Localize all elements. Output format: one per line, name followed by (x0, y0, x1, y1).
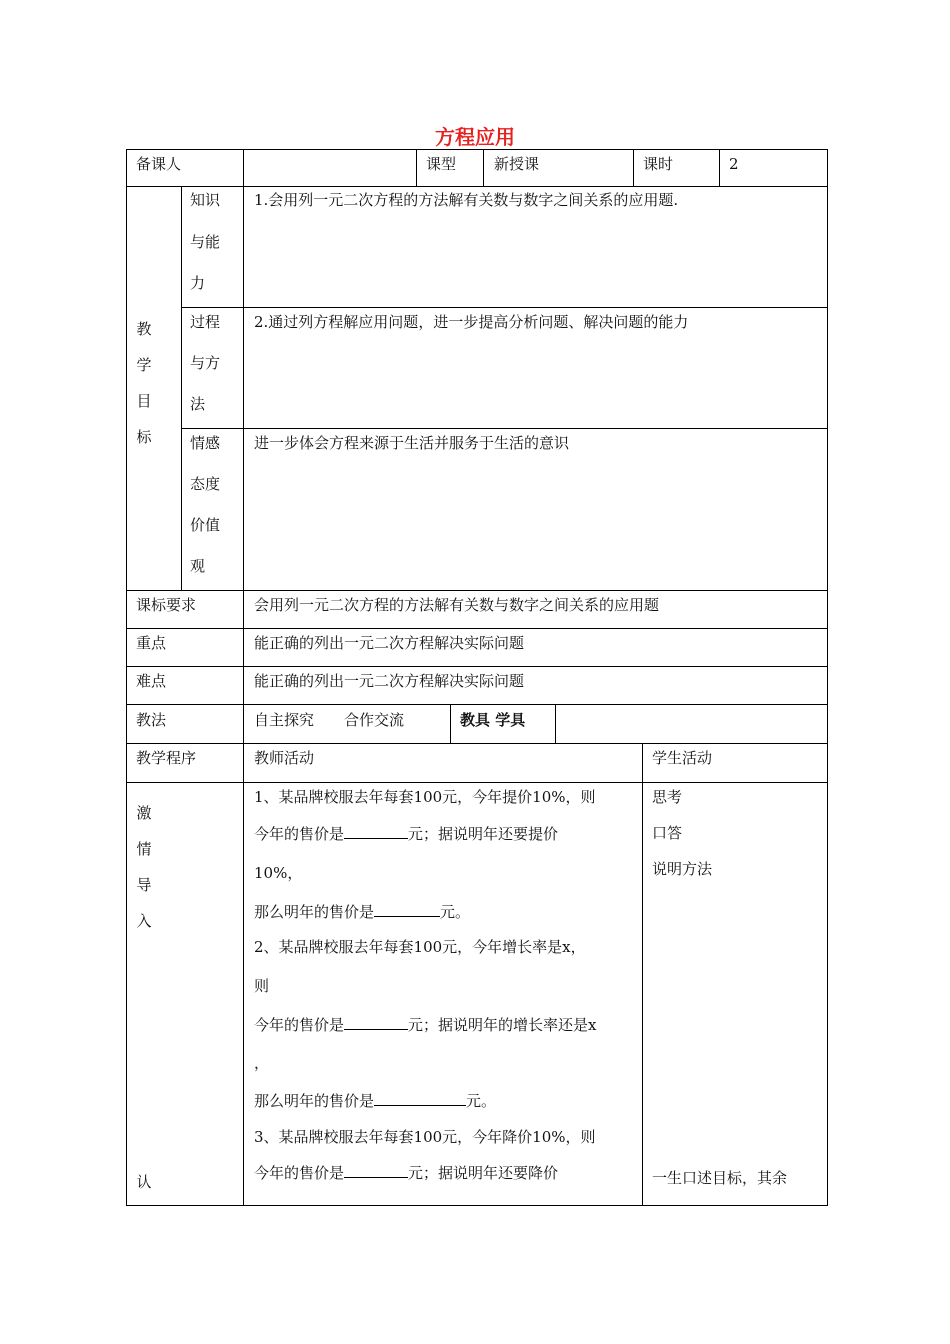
class-hours-value: 2 (729, 155, 739, 173)
emotion-label-3: 价值 (190, 516, 221, 534)
teacher-line: 那么明年的售价是 元。 (254, 1092, 497, 1110)
teacher-line: 3、某品牌校服去年每套100元，今年降价10%，则 (254, 1128, 596, 1146)
method-content-a: 自主探究 (254, 711, 315, 729)
process-label-1: 过程 (190, 313, 221, 331)
teacher-line: 今年的售价是 元；据说明年还要降价 (254, 1164, 559, 1182)
emotion-label-1: 情感 (190, 434, 221, 452)
method-content-b: 合作交流 (344, 711, 405, 729)
teacher-line: 那么明年的售价是 元。 (254, 903, 471, 921)
objectives-label-2: 学 (136, 356, 152, 374)
teacher-line: 则 (254, 977, 270, 995)
procedure-label: 教学程序 (136, 749, 197, 767)
process-label-2: 与方 (190, 354, 221, 372)
section-label-4: 入 (136, 912, 152, 930)
knowledge-label-1: 知识 (190, 191, 221, 209)
knowledge-label-2: 与能 (190, 233, 221, 251)
objectives-label-3: 目 (136, 392, 152, 410)
lesson-type-label: 课型 (426, 155, 457, 173)
objectives-label-1: 教 (136, 320, 152, 338)
section-label-1: 激 (136, 804, 152, 822)
student-line: 口答 (652, 824, 683, 842)
process-content: 2.通过列方程解应用问题，进一步提高分析问题、解决问题的能力 (254, 313, 689, 331)
difficulty-label: 难点 (136, 672, 167, 690)
requirements-content: 会用列一元二次方程的方法解有关数与数字之间关系的应用题 (254, 596, 660, 614)
teacher-line: ， (254, 1054, 270, 1072)
teacher-line: 2、某品牌校服去年每套100元，今年增长率是x， (254, 938, 586, 956)
page-title: 方程应用 (435, 125, 515, 149)
lesson-type-value: 新授课 (494, 155, 540, 173)
teacher-line: 1、某品牌校服去年每套100元，今年提价10%，则 (254, 788, 596, 806)
emotion-content: 进一步体会方程来源于生活并服务于生活的意识 (254, 434, 570, 452)
tools-label: 教具 学具 (460, 711, 526, 729)
student-activity-header: 学生活动 (652, 749, 713, 767)
difficulty-content: 能正确的列出一元二次方程解决实际问题 (254, 672, 525, 690)
teacher-activity-header: 教师活动 (254, 749, 315, 767)
emotion-label-4: 观 (190, 557, 206, 575)
student-line: 说明方法 (652, 860, 713, 878)
requirements-label: 课标要求 (136, 596, 197, 614)
key-point-content: 能正确的列出一元二次方程解决实际问题 (254, 634, 525, 652)
class-hours-label: 课时 (643, 155, 674, 173)
knowledge-label-3: 力 (190, 274, 206, 292)
process-label-3: 法 (190, 395, 206, 413)
key-point-label: 重点 (136, 634, 167, 652)
student-line: 一生口述目标，其余 (652, 1169, 788, 1187)
preparer-label: 备课人 (136, 155, 182, 173)
student-line: 思考 (652, 788, 683, 806)
teacher-line: 今年的售价是 元；据说明年还要提价 (254, 825, 559, 843)
teacher-line: 10%， (254, 864, 303, 882)
section2-label: 认 (136, 1173, 152, 1191)
objectives-label-4: 标 (136, 428, 152, 446)
section-label-2: 情 (136, 840, 152, 858)
emotion-label-2: 态度 (190, 475, 221, 493)
section-label-3: 导 (136, 876, 152, 894)
teacher-line: 今年的售价是 元；据说明年的增长率还是x (254, 1016, 597, 1034)
knowledge-content: 1.会用列一元二次方程的方法解有关数与数字之间关系的应用题. (254, 191, 679, 209)
method-label: 教法 (136, 711, 167, 729)
